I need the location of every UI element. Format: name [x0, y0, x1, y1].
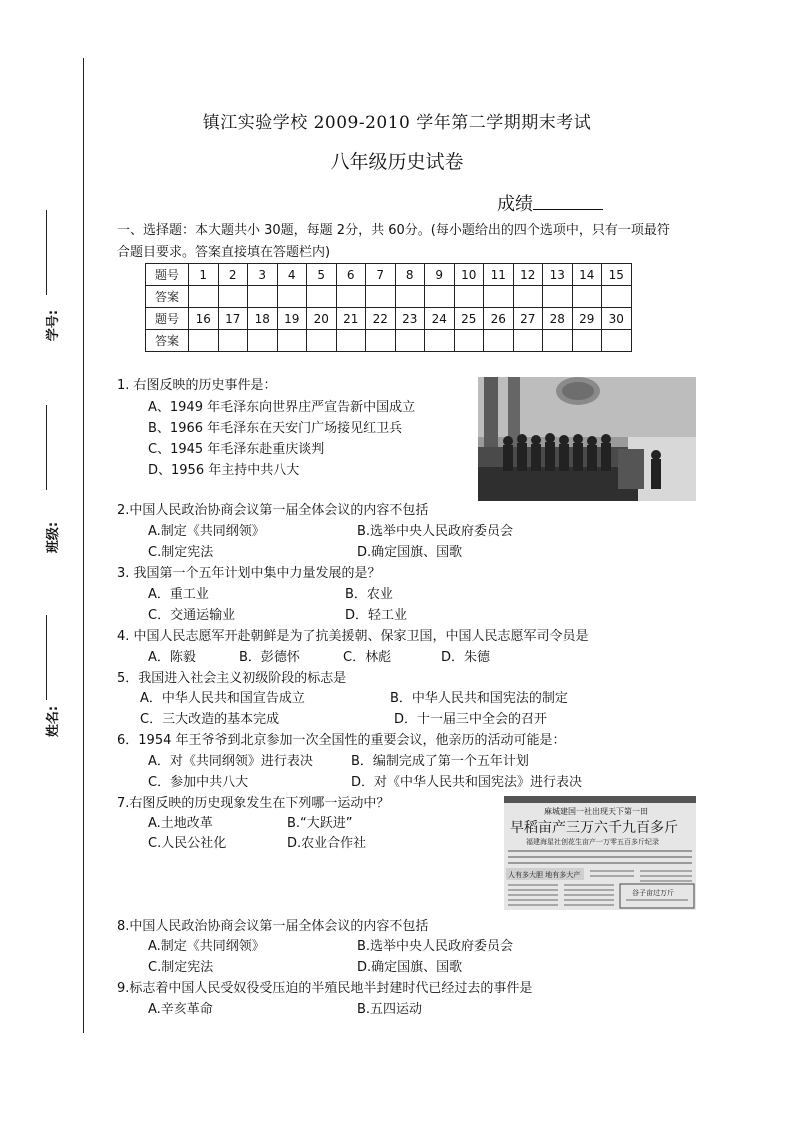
question-2-option-b: B.选举中央人民政府委员会 [357, 524, 514, 539]
question-4-option-c: C．林彪 [343, 650, 392, 665]
newspaper-headline-big: 早稻亩产三万六千九百多斤 [510, 820, 678, 836]
question-8-option-a: A.制定《共同纲领》 [148, 939, 265, 954]
newspaper-headline-sub: 福建海星社创花生亩产一万零五百多斤纪录 [526, 838, 659, 846]
question-number-cell: 24 [425, 308, 455, 330]
student-id-label: 学号: [46, 309, 62, 342]
answer-cell-12[interactable] [513, 286, 543, 308]
question-number-cell: 7 [366, 264, 396, 286]
newspaper-box-text: 谷子亩过万斤 [632, 889, 674, 897]
question-number-row [146, 264, 632, 286]
question-number-cell: 8 [395, 264, 425, 286]
question-number-cell: 15 [602, 264, 632, 286]
question-number-cell: 18 [248, 308, 278, 330]
question-6-option-b: B．编制完成了第一个五年计划 [351, 754, 529, 769]
question-number-cell: 19 [277, 308, 307, 330]
exam-title: 镇江实验学校 2009-2010 学年第二学期期末考试 [202, 113, 592, 133]
answer-cell-20[interactable] [307, 330, 337, 352]
answer-table [145, 263, 632, 352]
question-number-cell: 6 [336, 264, 366, 286]
answer-row [146, 330, 632, 352]
question-5-option-d: D．十一届三中全会的召开 [394, 712, 548, 727]
question-number-cell: 26 [484, 308, 514, 330]
row-label: 答案 [146, 330, 189, 352]
student-id-blank[interactable] [46, 210, 47, 295]
question-8-option-b: B.选举中央人民政府委员会 [357, 939, 514, 954]
answer-cell-21[interactable] [336, 330, 366, 352]
question-number-cell: 12 [513, 264, 543, 286]
answer-cell-9[interactable] [425, 286, 455, 308]
question-number-cell: 4 [277, 264, 307, 286]
question-1-option-a: A、1949 年毛泽东向世界庄严宣告新中国成立 [148, 400, 416, 415]
question-3-option-b: B．农业 [345, 587, 393, 602]
answer-row [146, 286, 632, 308]
question-number-cell: 27 [513, 308, 543, 330]
answer-cell-19[interactable] [277, 330, 307, 352]
question-number-cell: 25 [454, 308, 484, 330]
question-6-stem: 6．1954 年王爷爷到北京参加一次全国性的重要会议，他亲历的活动可能是： [117, 733, 566, 748]
question-9-option-b: B.五四运动 [357, 1002, 423, 1017]
newspaper-headline-top: 麻城建国一社出现天下第一田 [544, 807, 648, 816]
question-number-cell: 21 [336, 308, 366, 330]
question-7-option-c: C.人民公社化 [148, 836, 227, 851]
question-number-cell: 1 [189, 264, 219, 286]
exam-subtitle: 八年级历史试卷 [330, 151, 464, 173]
answer-cell-8[interactable] [395, 286, 425, 308]
question-number-cell: 16 [189, 308, 219, 330]
question-4-option-a: A．陈毅 [148, 650, 196, 665]
row-label: 题号 [146, 308, 189, 330]
answer-cell-11[interactable] [484, 286, 514, 308]
question-5-stem: 5．我国进入社会主义初级阶段的标志是 [117, 671, 347, 686]
question-number-cell: 11 [484, 264, 514, 286]
answer-cell-27[interactable] [513, 330, 543, 352]
question-6-option-c: C．参加中共八大 [148, 775, 249, 790]
section-instructions: 一、选择题：本大题共小 30题，每题 2分，共 60分。(每小题给出的四个选项中，只有一项最符合题目要求。答案直接填在答题栏内) [117, 223, 670, 260]
answer-cell-5[interactable] [307, 286, 337, 308]
question-number-cell: 30 [602, 308, 632, 330]
answer-cell-29[interactable] [572, 330, 602, 352]
question-6-option-a: A．对《共同纲领》进行表决 [148, 754, 313, 769]
answer-cell-24[interactable] [425, 330, 455, 352]
question-7-stem: 7.右图反映的历史现象发生在下列哪一运动中？ [117, 796, 390, 811]
answer-cell-30[interactable] [602, 330, 632, 352]
newspaper-clipping-image [504, 796, 696, 910]
question-number-cell: 17 [218, 308, 248, 330]
question-3-option-c: C．交通运输业 [148, 608, 236, 623]
answer-cell-15[interactable] [602, 286, 632, 308]
question-2-option-a: A.制定《共同纲领》 [148, 524, 265, 539]
question-1-option-d: D、1956 年主持中共八大 [148, 463, 300, 478]
question-number-cell: 22 [366, 308, 396, 330]
answer-cell-7[interactable] [366, 286, 396, 308]
question-number-cell: 2 [218, 264, 248, 286]
question-5-option-b: B．中华人民共和国宪法的制定 [390, 691, 568, 706]
question-8-stem: 8.中国人民政治协商会议第一届全体会议的内容不包括 [117, 919, 429, 934]
question-number-row [146, 308, 632, 330]
question-7-option-b: B.“大跃进” [287, 816, 353, 831]
question-number-cell: 10 [454, 264, 484, 286]
question-number-cell: 29 [572, 308, 602, 330]
question-number-cell: 23 [395, 308, 425, 330]
name-label: 姓名: [46, 705, 62, 738]
question-8-option-d: D.确定国旗、国歌 [357, 960, 463, 975]
class-label: 班级: [46, 521, 62, 554]
answer-cell-2[interactable] [218, 286, 248, 308]
question-number-cell: 14 [572, 264, 602, 286]
question-3-stem: 3. 我国第一个五年计划中集中力量发展的是？ [117, 566, 381, 581]
founding-ceremony-photo [478, 377, 696, 501]
answer-cell-23[interactable] [395, 330, 425, 352]
question-number-cell: 28 [543, 308, 573, 330]
score-label: 成绩 [497, 194, 533, 215]
answer-cell-6[interactable] [336, 286, 366, 308]
score-blank[interactable] [533, 193, 603, 210]
answer-cell-10[interactable] [454, 286, 484, 308]
score-field [497, 190, 603, 216]
answer-cell-25[interactable] [454, 330, 484, 352]
answer-cell-4[interactable] [277, 286, 307, 308]
answer-cell-1[interactable] [189, 286, 219, 308]
question-1-option-b: B、1966 年毛泽东在天安门广场接见红卫兵 [148, 421, 403, 436]
answer-cell-3[interactable] [248, 286, 278, 308]
question-number-cell: 9 [425, 264, 455, 286]
question-4-stem: 4. 中国人民志愿军开赴朝鲜是为了抗美援朝、保家卫国，中国人民志愿军司令员是 [117, 629, 589, 644]
question-6-option-d: D．对《中华人民共和国宪法》进行表决 [351, 775, 583, 790]
question-number-cell: 3 [248, 264, 278, 286]
binding-line [83, 58, 84, 1033]
question-4-option-b: B．彭德怀 [239, 650, 300, 665]
answer-cell-28[interactable] [543, 330, 573, 352]
row-label: 答案 [146, 286, 189, 308]
question-8-option-c: C.制定宪法 [148, 960, 214, 975]
question-1-stem: 1. 右图反映的历史事件是： [117, 378, 277, 393]
question-7-option-a: A.土地改革 [148, 816, 213, 831]
name-blank[interactable] [46, 615, 47, 700]
question-4-option-d: D．朱德 [441, 650, 491, 665]
question-9-stem: 9.标志着中国人民受奴役受压迫的半殖民地半封建时代已经过去的事件是 [117, 981, 533, 996]
question-3-option-a: A．重工业 [148, 587, 209, 602]
question-3-option-d: D．轻工业 [345, 608, 408, 623]
class-blank[interactable] [46, 405, 47, 490]
question-2-option-c: C.制定宪法 [148, 545, 214, 560]
answer-cell-22[interactable] [366, 330, 396, 352]
question-number-cell: 13 [543, 264, 573, 286]
newspaper-sub-headline: 人有多大胆 地有多大产 [508, 871, 581, 879]
answer-cell-17[interactable] [218, 330, 248, 352]
question-1-option-c: C、1945 年毛泽东赴重庆谈判 [148, 442, 325, 457]
answer-cell-16[interactable] [189, 330, 219, 352]
question-7-option-d: D.农业合作社 [287, 836, 367, 851]
answer-cell-26[interactable] [484, 330, 514, 352]
question-9-option-a: A.辛亥革命 [148, 1002, 213, 1017]
answer-cell-13[interactable] [543, 286, 573, 308]
row-label: 题号 [146, 264, 189, 286]
question-2-stem: 2.中国人民政治协商会议第一届全体会议的内容不包括 [117, 503, 429, 518]
answer-cell-18[interactable] [248, 330, 278, 352]
question-5-option-c: C．三大改造的基本完成 [140, 712, 280, 727]
question-number-cell: 20 [307, 308, 337, 330]
question-number-cell: 5 [307, 264, 337, 286]
question-2-option-d: D.确定国旗、国歌 [357, 545, 463, 560]
answer-cell-14[interactable] [572, 286, 602, 308]
question-5-option-a: A．中华人民共和国宣告成立 [140, 691, 305, 706]
